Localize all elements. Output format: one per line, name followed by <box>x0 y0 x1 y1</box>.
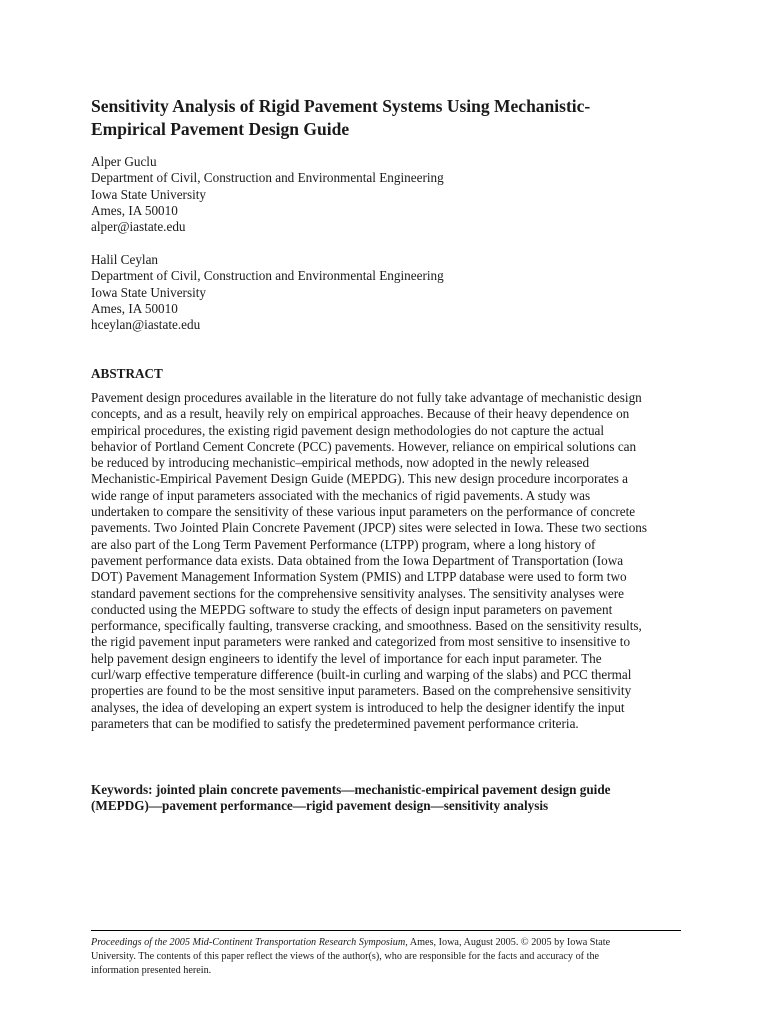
paper-title-line-1: Sensitivity Analysis of Rigid Pavement Systems Using Mechanistic- <box>91 96 591 116</box>
abstract-line: are also part of the Long Term Pavement Performance (LTPP) program, where a long history of <box>91 536 596 552</box>
author-university: Iowa State University <box>91 284 206 300</box>
author-address: Ames, IA 50010 <box>91 300 178 316</box>
abstract-line: curl/warp effective temperature difference (built-in curling and warping of the slabs) and PCC thermal <box>91 667 632 683</box>
abstract-line: properties are found to be the most sensitive input parameters. Based on the comprehensive sensitivity <box>91 683 632 699</box>
paper-title <box>91 95 681 141</box>
paper-page <box>91 0 681 1024</box>
abstract-line: behavior of Portland Cement Concrete (PCC) pavements. However, reliance on empirical solutions can <box>91 438 637 454</box>
proceedings-details: , Ames, Iowa, August 2005. © 2005 by Iowa State <box>405 937 611 948</box>
abstract-line: standard pavement sections for the comprehensive sensitivity analyses. The sensitivity analyses were <box>91 585 624 601</box>
footer-line-2: University. The contents of this paper reflect the views of the author(s), who are responsible for the facts and accuracy of the <box>91 951 600 962</box>
author-department: Department of Civil, Construction and Environmental Engineering <box>91 170 444 186</box>
abstract-line: Mechanistic-Empirical Pavement Design Guide (MEPDG). This new design procedure incorporates a <box>91 471 628 487</box>
footer-note <box>91 936 681 978</box>
footer-line-3: information presented herein. <box>91 965 212 976</box>
author-block-guclu <box>91 154 681 235</box>
abstract-line: performance, specifically faulting, transverse cracking, and smoothness. Based on the sensitivity results, <box>91 618 642 634</box>
author-address: Ames, IA 50010 <box>91 202 178 218</box>
author-name: Halil Ceylan <box>91 252 159 267</box>
abstract-line: Pavement design procedures available in the literature do not fully take advantage of mechanistic design <box>91 390 642 405</box>
keywords <box>91 782 681 815</box>
abstract-line: concepts, and as a result, heavily rely on empirical approaches. Because of their heavy dependence on <box>91 406 630 422</box>
abstract-line: parameters that can be modified to satisfy the predetermined pavement performance criteria. <box>91 715 579 731</box>
proceedings-title: Proceedings of the 2005 Mid-Continent Transportation Research Symposium <box>91 937 406 948</box>
author-department: Department of Civil, Construction and Environmental Engineering <box>91 268 444 284</box>
keywords-line-2: (MEPDG)—pavement performance—rigid pavement design—sensitivity analysis <box>91 798 549 814</box>
abstract-line: empirical procedures, the existing rigid pavement design methodologies do not capture the actual <box>91 422 605 438</box>
abstract-line: help pavement design engineers to identify the level of importance for each input parameter. The <box>91 650 602 666</box>
abstract-line: analyses, the idea of developing an expert system is introduced to help the designer identify the input <box>91 699 625 715</box>
abstract-line: pavements. Two Jointed Plain Concrete Pavement (JPCP) sites were selected in Iowa. These two sections <box>91 520 648 536</box>
footer-divider <box>91 930 681 931</box>
abstract-line: be reduced by introducing mechanistic–empirical methods, now adopted in the newly released <box>91 455 590 471</box>
author-email: hceylan@iastate.edu <box>91 317 201 333</box>
author-name: Alper Guclu <box>91 154 157 169</box>
abstract-line: pavement performance data exists. Data obtained from the Iowa Department of Transportation (Iowa <box>91 552 624 568</box>
abstract-body <box>91 390 681 732</box>
abstract-line: undertaken to compare the sensitivity of these various input parameters on the performance of concrete <box>91 504 636 520</box>
author-block-ceylan <box>91 252 681 333</box>
paper-title-line-2: Empirical Pavement Design Guide <box>91 119 350 139</box>
footer-line-1 <box>91 936 681 950</box>
abstract-line: wide range of input parameters associated with the mechanics of rigid pavements. A study was <box>91 487 591 503</box>
author-email: alper@iastate.edu <box>91 219 186 235</box>
keywords-line-1: Keywords: jointed plain concrete pavements—mechanistic-empirical pavement design guide <box>91 782 611 797</box>
abstract-heading: ABSTRACT <box>91 366 163 381</box>
author-university: Iowa State University <box>91 186 206 202</box>
abstract-line: the rigid pavement input parameters were ranked and categorized from most sensitive to insensitive to <box>91 634 631 650</box>
abstract-line: conducted using the MEPDG software to study the effects of design input parameters on pavement <box>91 601 613 617</box>
abstract-line: DOT) Pavement Management Information System (PMIS) and LTPP database were used to form two <box>91 569 627 585</box>
